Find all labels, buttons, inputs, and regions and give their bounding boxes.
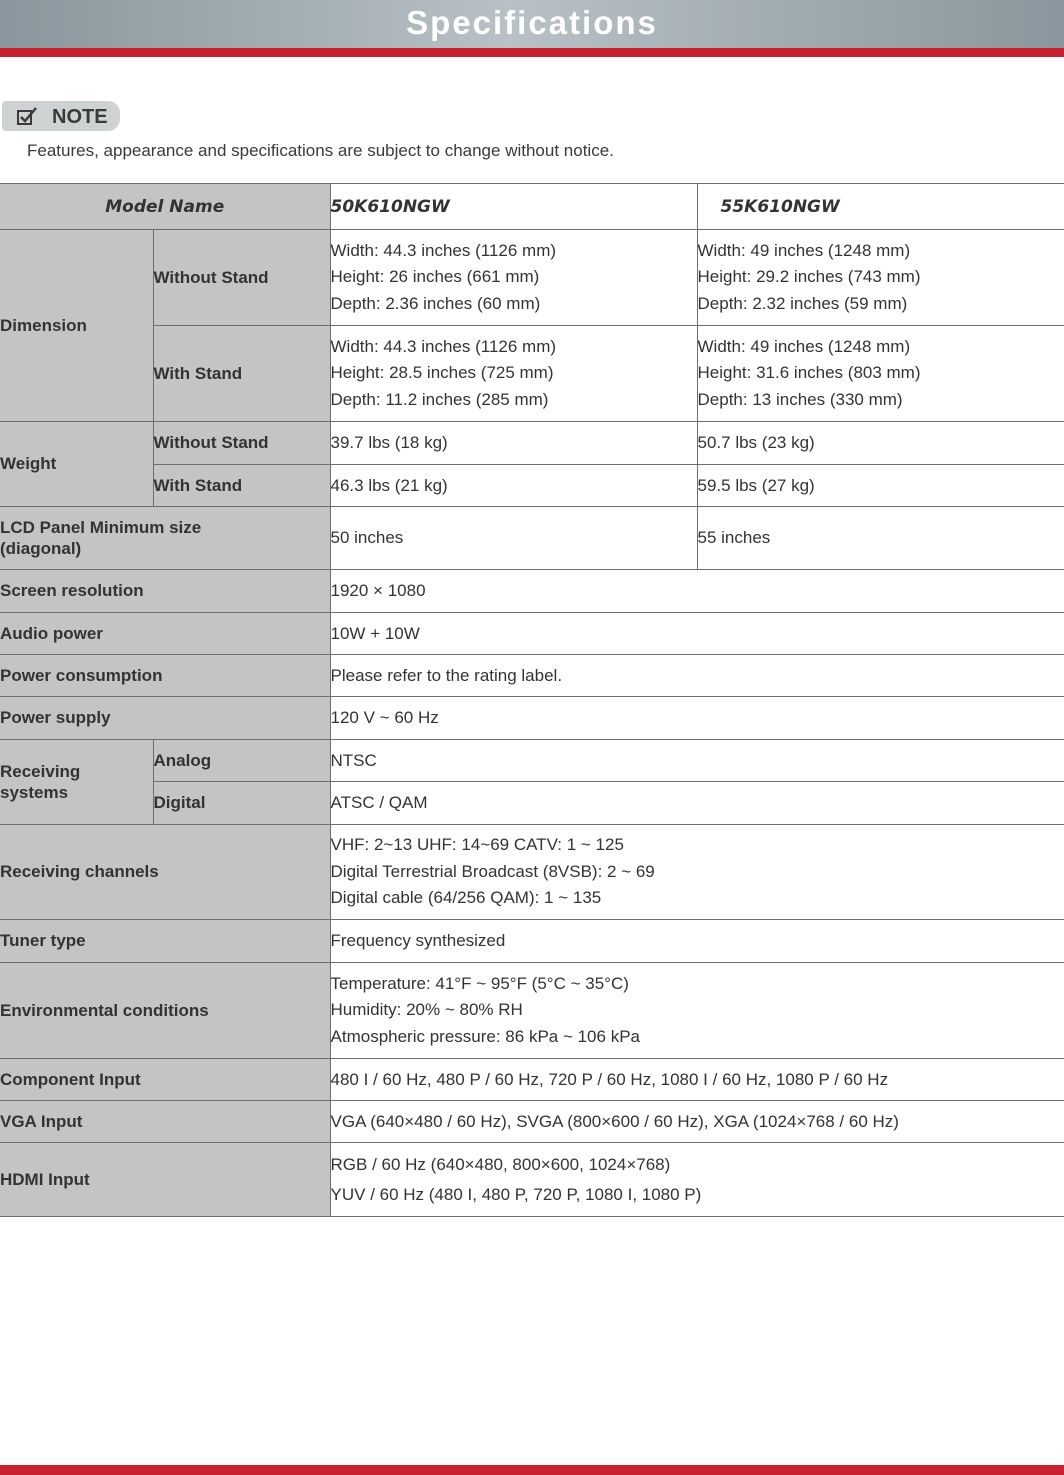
page-title: Specifications [406,4,658,41]
note-text: Features, appearance and specifications are subject to change without notice. [27,141,614,160]
table-header-row [0,184,1064,230]
table-row [0,655,1064,697]
dimension-with-stand-label: With Stand [153,326,330,422]
note-badge [2,101,120,131]
table-row [0,422,1064,465]
screen-resolution-label: Screen resolution [0,570,330,613]
receiving-channels-label: Receiving channels [0,825,330,920]
power-consumption-value: Please refer to the rating label. [330,655,1064,697]
receiving-systems-label: Receiving systems [0,740,153,825]
tuner-type-value: Frequency synthesized [330,920,1064,963]
header-accent-stripe [0,48,1064,57]
audio-power-value: 10W + 10W [330,613,1064,655]
component-input-value: 480 I / 60 Hz, 480 P / 60 Hz, 720 P / 60 Hz, 1080 I / 60 Hz, 1080 P / 60 Hz [330,1059,1064,1101]
weight-without-stand-b: 50.7 lbs (23 kg) [697,422,1064,465]
hdmi-input-label: HDMI Input [0,1143,330,1217]
table-row [0,825,1064,920]
footer-accent-stripe [0,1465,1064,1475]
specifications-table [0,183,1064,1217]
table-row [0,613,1064,655]
weight-without-stand-label: Without Stand [153,422,330,465]
weight-with-stand-a: 46.3 lbs (21 kg) [330,465,697,507]
vga-input-label: VGA Input [0,1101,330,1143]
weight-with-stand-b: 59.5 lbs (27 kg) [697,465,1064,507]
note-label: NOTE [52,106,108,128]
audio-power-label: Audio power [0,613,330,655]
table-row [0,740,1064,782]
power-supply-value: 120 V ~ 60 Hz [330,697,1064,740]
table-row [0,697,1064,740]
environmental-label: Environmental conditions [0,963,330,1059]
table-row [0,1143,1064,1217]
dimension-without-stand-a: Width: 44.3 inches (1126 mm) Height: 26 inches (661 mm) Depth: 2.36 inches (60 mm) [330,230,697,326]
dimension-without-stand-b: Width: 49 inches (1248 mm) Height: 29.2 inches (743 mm) Depth: 2.32 inches (59 mm) [697,230,1064,326]
lcd-panel-a: 50 inches [330,507,697,570]
model-b-header: 55K610NGW [697,184,1064,230]
receiving-digital-label: Digital [153,782,330,825]
environmental-value: Temperature: 41°F ~ 95°F (5°C ~ 35°C) Humidity: 20% ~ 80% RH Atmospheric pressure: 86 kPa ~ 106 kPa [330,963,1064,1059]
receiving-analog-label: Analog [153,740,330,782]
receiving-analog-value: NTSC [330,740,1064,782]
power-consumption-label: Power consumption [0,655,330,697]
table-row [0,465,1064,507]
power-supply-label: Power supply [0,697,330,740]
tuner-type-label: Tuner type [0,920,330,963]
dimension-with-stand-b: Width: 49 inches (1248 mm) Height: 31.6 inches (803 mm) Depth: 13 inches (330 mm) [697,326,1064,422]
receiving-channels-value: VHF: 2~13 UHF: 14~69 CATV: 1 ~ 125 Digital Terrestrial Broadcast (8VSB): 2 ~ 69 Digital cable (64/256 QAM): 1 ~ 135 [330,825,1064,920]
page-header [0,0,1064,48]
table-row [0,326,1064,422]
vga-input-value: VGA (640×480 / 60 Hz), SVGA (800×600 / 60 Hz), XGA (1024×768 / 60 Hz) [330,1101,1064,1143]
screen-resolution-value: 1920 × 1080 [330,570,1064,613]
table-row [0,507,1064,570]
table-row [0,570,1064,613]
dimension-label: Dimension [0,230,153,422]
dimension-without-stand-label: Without Stand [153,230,330,326]
table-row [0,782,1064,825]
model-a-header: 50K610NGW [330,184,697,230]
weight-with-stand-label: With Stand [153,465,330,507]
dimension-with-stand-a: Width: 44.3 inches (1126 mm) Height: 28.5 inches (725 mm) Depth: 11.2 inches (285 mm) [330,326,697,422]
table-row [0,1059,1064,1101]
receiving-digital-value: ATSC / QAM [330,782,1064,825]
weight-label: Weight [0,422,153,507]
component-input-label: Component Input [0,1059,330,1101]
table-row [0,230,1064,326]
table-row [0,963,1064,1059]
table-row [0,1101,1064,1143]
weight-without-stand-a: 39.7 lbs (18 kg) [330,422,697,465]
lcd-panel-label: LCD Panel Minimum size (diagonal) [0,507,330,570]
lcd-panel-b: 55 inches [697,507,1064,570]
note-checkbox-icon [16,106,38,126]
hdmi-input-value: RGB / 60 Hz (640×480, 800×600, 1024×768) YUV / 60 Hz (480 I, 480 P, 720 P, 1080 I, 1080 P) [330,1143,1064,1217]
table-row [0,920,1064,963]
model-name-header: Model Name [0,184,330,230]
